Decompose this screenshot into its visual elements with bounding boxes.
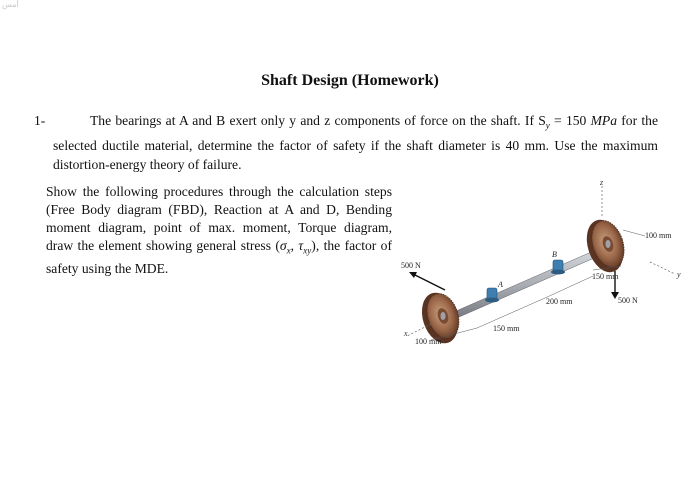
y-axis-label: y (677, 270, 681, 279)
bearing-a (485, 288, 499, 303)
dim-200: 200 mm (546, 297, 573, 306)
problem-number: 1- (34, 113, 46, 128)
force-left-arrow (409, 272, 445, 290)
label-b: B (552, 250, 557, 259)
dim-100-right: 100 mm (645, 231, 672, 240)
x-axis-label: x (404, 329, 408, 338)
gear-right (580, 215, 629, 277)
problem-text: The bearings at A and B exert only y and z components of force on the shaft. If $S_y = 150$ MPa for the selected ductile material, determine the factor of safety if the shaft diameter is 40 mm. Use the maximum distortion-energy theory of failure. (53, 113, 658, 172)
instructions-text: Show the following procedures through the calculation steps (Free Body diagram (FBD), Reaction at A and D, Bending moment diagram, point of max. moment, Torque diagram, draw the element showing general stress ($\sigma_x$, $\tau_{xy}$), the factor of safety using the MDE. (46, 184, 392, 276)
label-a: A (498, 280, 503, 289)
shaft (440, 246, 608, 324)
instructions (46, 183, 392, 278)
shaft-figure (395, 178, 700, 368)
bearing-b (551, 260, 565, 275)
yield-unit: MPa (590, 113, 618, 128)
force-left-label: 500 N (401, 261, 421, 270)
yield-value: 150 (565, 113, 587, 128)
y-axis-line (650, 262, 675, 274)
dim-150-right: 150 mm (592, 272, 619, 281)
page-title: Shaft Design (Homework) (261, 72, 439, 89)
problem-statement (34, 111, 658, 174)
dim-100-left: 100 mm (415, 337, 442, 346)
problem-text-rest: for the selected ductile material, determine the factor of safety if the shaft diameter is 40 mm. Use the maximum distortion-energy theory of failure. (53, 113, 658, 172)
z-axis-label: z (600, 178, 604, 187)
force-right-label: 500 N (618, 296, 638, 305)
corner-mark: أمس (2, 0, 19, 9)
dim-150-mid: 150 mm (493, 324, 520, 333)
equals-sign: = (554, 113, 562, 128)
subscript-y: y (545, 120, 550, 131)
